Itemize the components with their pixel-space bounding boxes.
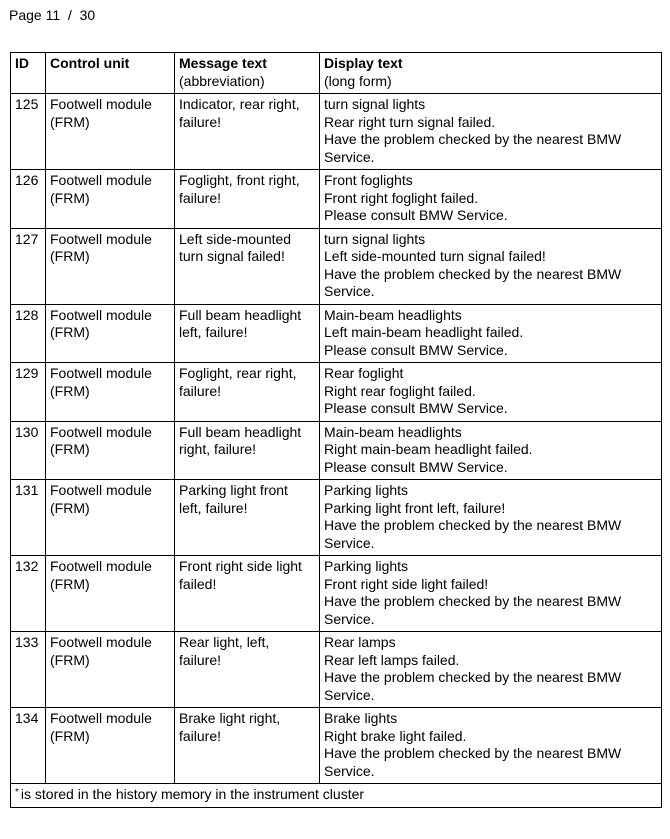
text-line: left, failure! xyxy=(179,324,248,340)
text-line: Right main-beam headlight failed. xyxy=(324,441,533,457)
cell-control-unit xyxy=(46,228,175,304)
text-line: Rear foglight xyxy=(324,365,404,381)
table-row xyxy=(11,480,662,556)
cell-id: 126 xyxy=(11,170,46,229)
footnote-text: is stored in the history memory in the instrument cluster xyxy=(20,786,365,802)
cell-control-unit xyxy=(46,170,175,229)
column-title: Message text xyxy=(179,55,267,71)
cell-message-text xyxy=(175,304,320,363)
cell-control-unit xyxy=(46,708,175,784)
text-line: Left side-mounted xyxy=(179,230,292,247)
table-header-row xyxy=(11,53,662,94)
column-header-control-unit xyxy=(46,53,175,94)
cell-message-text xyxy=(175,632,320,708)
cell-id: 128 xyxy=(11,304,46,363)
text-line: Please consult BMW Service. xyxy=(324,400,508,416)
text-line: Service. xyxy=(324,610,375,627)
table-row xyxy=(11,421,662,480)
cell-control-unit xyxy=(46,363,175,422)
text-line: Footwell module xyxy=(50,482,152,498)
footnote xyxy=(11,784,662,808)
text-line: Footwell module xyxy=(50,306,152,323)
text-line: Rear lamps xyxy=(324,634,396,650)
cell-display-text xyxy=(320,480,662,556)
text-line: failed! xyxy=(179,575,217,592)
cell-display-text xyxy=(320,632,662,708)
text-line: Parking light front left, failure! xyxy=(324,499,506,516)
cell-message-text xyxy=(175,480,320,556)
text-line: failure! xyxy=(179,651,222,668)
cell-id: 127 xyxy=(11,228,46,304)
cell-control-unit xyxy=(46,94,175,170)
cell-display-text xyxy=(320,363,662,422)
text-line: failure! xyxy=(179,189,222,206)
cell-id: 129 xyxy=(11,363,46,422)
text-line: Please consult BMW Service. xyxy=(324,207,508,223)
cell-display-text xyxy=(320,94,662,170)
text-line: Right brake light failed. xyxy=(324,727,467,744)
text-line: (FRM) xyxy=(50,189,90,206)
text-line: (FRM) xyxy=(50,113,90,130)
text-line: (FRM) xyxy=(50,651,90,668)
text-line: Please consult BMW Service. xyxy=(324,341,508,358)
text-line: Parking light front xyxy=(179,482,288,498)
column-header-message-text xyxy=(175,53,320,94)
text-line: Foglight, rear right, xyxy=(179,365,297,381)
text-line: Have the problem checked by the nearest BMW xyxy=(324,593,622,609)
cell-id: 131 xyxy=(11,480,46,556)
text-line: Front right foglight failed. xyxy=(324,189,479,206)
footnote-row xyxy=(11,784,662,808)
text-line: (FRM) xyxy=(50,441,90,457)
text-line: Main-beam headlights xyxy=(324,423,462,440)
cell-id: 133 xyxy=(11,632,46,708)
text-line: Rear light, left, xyxy=(179,634,270,650)
cell-display-text xyxy=(320,170,662,229)
cell-message-text xyxy=(175,556,320,632)
cell-message-text xyxy=(175,170,320,229)
text-line: Have the problem checked by the nearest BMW xyxy=(324,517,622,533)
text-line: (FRM) xyxy=(50,248,90,264)
text-line: Have the problem checked by the nearest BMW xyxy=(324,745,622,761)
text-line: Rear right turn signal failed. xyxy=(324,113,496,130)
text-line: Footwell module xyxy=(50,710,152,726)
text-line: Service. xyxy=(324,686,375,703)
text-line: (FRM) xyxy=(50,727,90,744)
column-subtitle: (long form) xyxy=(324,72,392,89)
text-line: Main-beam headlights xyxy=(324,306,462,323)
text-line: Indicator, rear right, xyxy=(179,96,300,112)
cell-control-unit xyxy=(46,480,175,556)
text-line: Have the problem checked by the nearest BMW xyxy=(324,669,622,685)
cell-message-text xyxy=(175,363,320,422)
column-title: Display text xyxy=(324,55,403,71)
text-line: Right rear foglight failed. xyxy=(324,382,476,399)
text-line: failure! xyxy=(179,727,222,744)
text-line: (FRM) xyxy=(50,324,90,340)
cell-id: 132 xyxy=(11,556,46,632)
text-line: (FRM) xyxy=(50,382,90,399)
text-line: Service. xyxy=(324,148,375,165)
cell-control-unit xyxy=(46,556,175,632)
column-header-display-text xyxy=(320,53,662,94)
column-title: ID xyxy=(15,55,29,71)
text-line: Front right side light xyxy=(179,558,302,574)
text-line: Footwell module xyxy=(50,96,152,112)
text-line: Front foglights xyxy=(324,172,413,188)
text-line: Foglight, front right, xyxy=(179,172,300,188)
cell-control-unit xyxy=(46,421,175,480)
table-row xyxy=(11,556,662,632)
cell-control-unit xyxy=(46,304,175,363)
cell-id: 125 xyxy=(11,94,46,170)
table-row xyxy=(11,228,662,304)
text-line: Service. xyxy=(324,762,375,779)
text-line: Footwell module xyxy=(50,634,152,650)
cell-display-text xyxy=(320,708,662,784)
text-line: Footwell module xyxy=(50,423,152,440)
text-line: (FRM) xyxy=(50,575,90,592)
text-line: Full beam headlight xyxy=(179,423,302,440)
text-line: turn signal failed! xyxy=(179,248,285,264)
text-line: Brake light right, xyxy=(179,710,281,726)
cell-message-text xyxy=(175,94,320,170)
table-row xyxy=(11,363,662,422)
text-line: failure! xyxy=(179,113,222,130)
column-subtitle: (abbreviation) xyxy=(179,72,265,89)
text-line: Parking lights xyxy=(324,558,409,574)
text-line: Parking lights xyxy=(324,482,409,498)
cell-id: 134 xyxy=(11,708,46,784)
cell-message-text xyxy=(175,228,320,304)
table-row xyxy=(11,708,662,784)
cell-message-text xyxy=(175,421,320,480)
text-line: failure! xyxy=(179,382,222,399)
table-row xyxy=(11,94,662,170)
cell-control-unit xyxy=(46,632,175,708)
cell-display-text xyxy=(320,228,662,304)
text-line: Footwell module xyxy=(50,230,152,247)
text-line: Have the problem checked by the nearest BMW xyxy=(324,131,622,147)
text-line: Footwell module xyxy=(50,172,152,188)
column-title: Control unit xyxy=(50,55,130,71)
text-line: turn signal lights xyxy=(324,96,426,112)
text-line: Rear left lamps failed. xyxy=(324,651,460,668)
table-row xyxy=(11,632,662,708)
text-line: Front right side light failed! xyxy=(324,575,489,592)
text-line: Have the problem checked by the nearest BMW xyxy=(324,265,622,282)
cell-display-text xyxy=(320,421,662,480)
text-line: (FRM) xyxy=(50,499,90,516)
text-line: Footwell module xyxy=(50,365,152,381)
text-line: Service. xyxy=(324,534,375,551)
cell-display-text xyxy=(320,304,662,363)
message-table xyxy=(10,52,662,808)
cell-display-text xyxy=(320,556,662,632)
table-row xyxy=(11,170,662,229)
text-line: Service. xyxy=(324,283,375,299)
page-number: Page 11 / 30 xyxy=(9,7,96,23)
text-line: turn signal lights xyxy=(324,230,426,247)
text-line: Full beam headlight xyxy=(179,306,302,323)
text-line: Left main-beam headlight failed. xyxy=(324,324,524,340)
text-line: left, failure! xyxy=(179,499,248,516)
text-line: Footwell module xyxy=(50,558,152,574)
text-line: Brake lights xyxy=(324,710,398,726)
table-row xyxy=(11,304,662,363)
text-line: right, failure! xyxy=(179,441,257,457)
text-line: Left side-mounted turn signal failed! xyxy=(324,248,546,264)
cell-message-text xyxy=(175,708,320,784)
cell-id: 130 xyxy=(11,421,46,480)
footnote-marker: * xyxy=(15,787,19,798)
column-header-id xyxy=(11,53,46,94)
text-line: Please consult BMW Service. xyxy=(324,458,508,475)
